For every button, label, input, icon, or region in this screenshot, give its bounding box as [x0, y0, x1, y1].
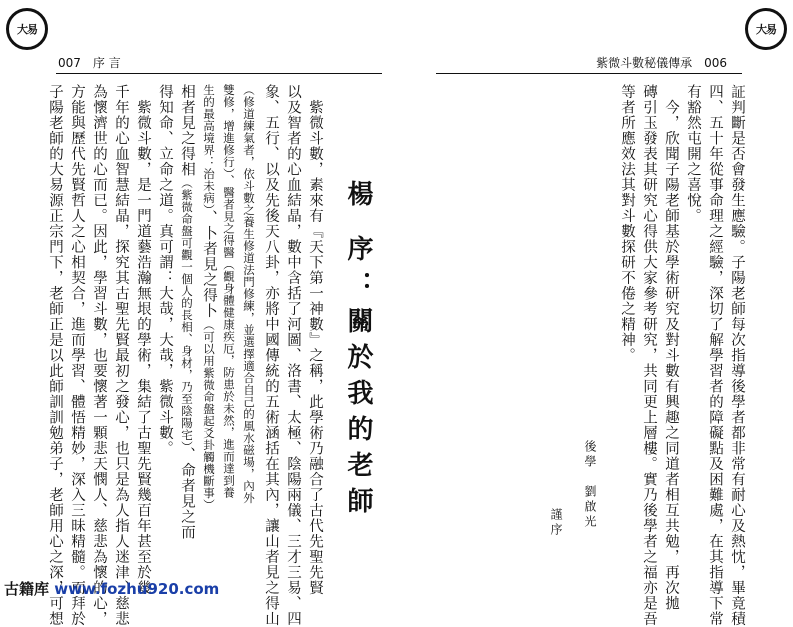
- text-column: 以及智者的心血結晶，數中含括了河圖、洛書、太極、陰陽兩儀、三才三易、四: [285, 84, 301, 627]
- header-rule-left: [56, 73, 382, 74]
- publisher-logo-right: [745, 8, 787, 50]
- watermark-url: www.fozhu920.com: [54, 580, 220, 598]
- annotation: （紫微命盤可觀一個人的長相、身材，乃至陰陽宅）: [180, 177, 194, 448]
- signature-action: 謹序: [549, 508, 563, 538]
- watermark-footer: [4, 578, 219, 599]
- publisher-logo-left: [6, 8, 48, 50]
- annotation: （可以用紫微命盤起爻卦觸機斷事）: [202, 318, 216, 511]
- text-run: 相者見之得相: [179, 84, 195, 177]
- text-column: 今，欣聞子陽老師基於學術研究及對斗數有興趣之同道者相互共勉，再次拋: [663, 84, 679, 611]
- text-column: [178, 84, 195, 540]
- text-column: [200, 84, 217, 511]
- page-title: 楊 序：關於我的老師: [343, 180, 373, 524]
- text-column: 千年的心血智慧結晶，探究其古聖先賢最初之發心，也只是為人指人迷津、慈悲: [113, 84, 129, 627]
- text-column: 有豁然屯開之喜悅。: [685, 84, 701, 224]
- text-column: 子陽老師的大易源正宗門下，老師正是以此師訓訓勉弟子，老師用心之深，可想: [47, 84, 63, 627]
- text-run: 、卜者見之得卜: [201, 210, 217, 319]
- logo-text: 大易: [17, 23, 37, 36]
- text-column: 四、五十年從事命理之經驗，深切了解學習者的障礙點及困難處，在其指導下常: [707, 84, 723, 627]
- header-right-page-number: 紫微斗數秘儀傳承 006: [596, 56, 727, 70]
- text-column: 方能與歷代先賢哲人之心相契合，進而學習、體悟精妙，深入三昧精髓。而拜於: [69, 84, 85, 627]
- annotation: 生的最高境界：治未病）: [202, 84, 216, 211]
- text-run: 、命者見之而: [179, 447, 195, 541]
- header-left-page-number: 007 序 言: [58, 56, 121, 70]
- logo-text: 大易: [756, 23, 776, 36]
- annotation-column: 雙修，增進修行）、醫者見之得醫（觀身體健康疾厄，防患於未然，進而達到養: [222, 84, 236, 499]
- text-column: 紫微斗數，是一門道藝浩瀚無垠的學術，集結了古聖先賢幾百年甚至於幾: [135, 84, 151, 596]
- header-rule-right: [436, 73, 742, 74]
- text-column: 等者所應效法其對斗數探研不倦之精神。: [619, 84, 635, 363]
- text-column: 為懷濟世的心而已。因此，學習斗數，也要懷著一顆悲天憫人、慈悲為懷的心，: [91, 84, 107, 627]
- watermark-site-name: 古籍库: [4, 580, 50, 598]
- text-column: 磚引玉發表其研究心得供大家參考研究，共同更上層樓。實乃後學者之福亦是吾: [641, 84, 657, 627]
- annotation-column: （修道練氣者，依斗數之養生修道法門修練，並選擇適合自己的風水磁場，內外: [242, 84, 256, 504]
- text-column: 象、五行、以及先後天八卦，亦將中國傳統的五術涵括在其內，讓山者見之得山: [263, 84, 279, 627]
- signature-author: 後學 劉啟光: [583, 440, 597, 530]
- text-column: 証判斷是否會發生應驗。子陽老師每次指導後學者都非常有耐心及熱忱，畢竟積: [729, 84, 745, 627]
- text-column: 紫微斗數，素來有『天下第一神數』之稱，此學術乃融合了古代先聖先賢: [307, 84, 323, 596]
- text-column: 得知命、立命之道。真可謂：大哉，大哉，紫微斗數。: [157, 84, 173, 456]
